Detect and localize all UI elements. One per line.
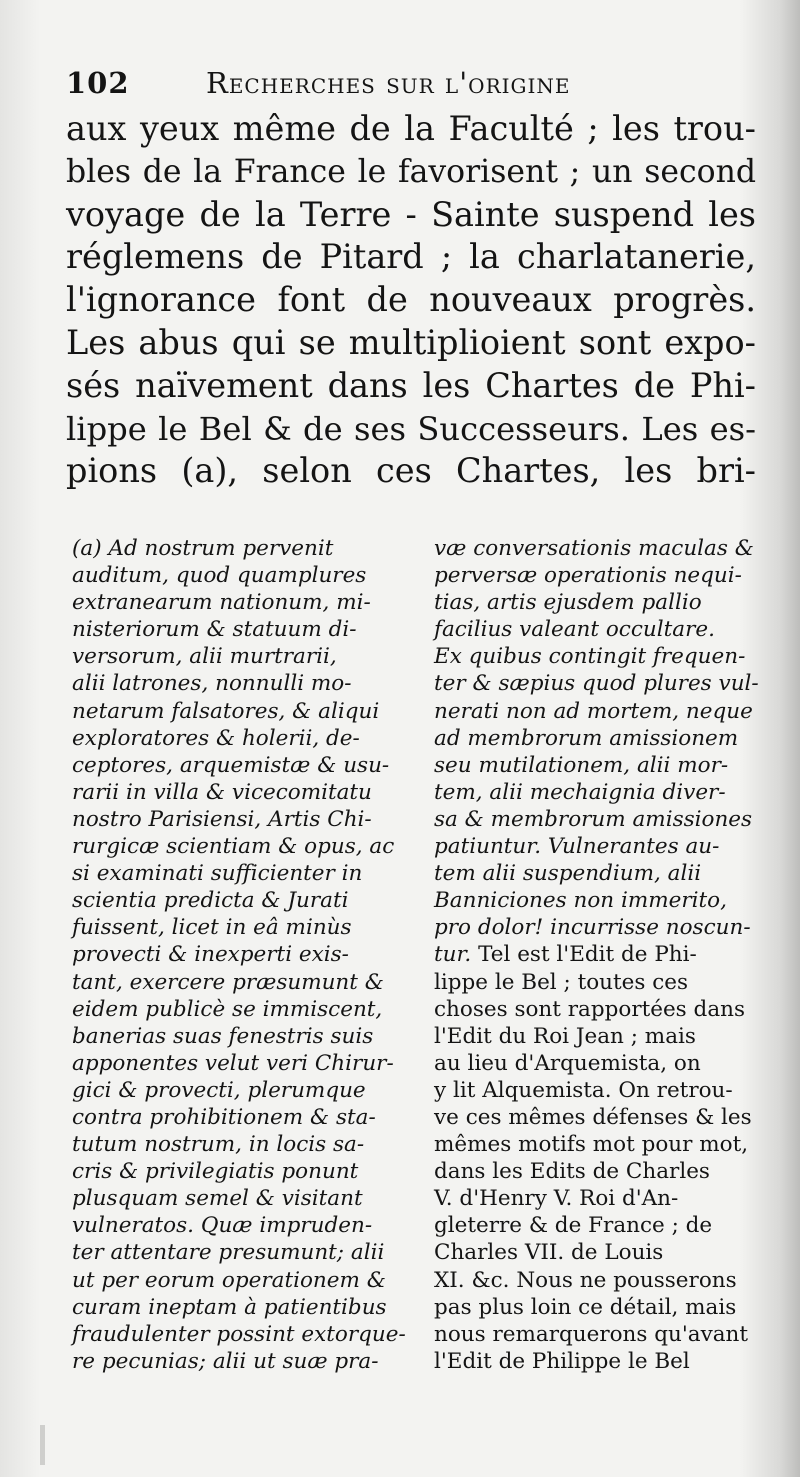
footnote-right-column [434,535,764,1375]
footnote-line: ceptores, arquemistæ & usu- [72,752,390,778]
body-line: l'ignorance font de nouveaux progrès. [66,280,756,320]
footnote-line: pro dolor! incurrisse noscun- [434,915,751,941]
footnote-line: ut per eorum operationem & [72,1267,386,1293]
footnote-line: tutum nostrum, in locis sa- [72,1132,365,1158]
footnote-line: scientia predicta & Jurati [72,888,349,914]
page-header [66,62,766,106]
commentary-line: ve ces mêmes défenses & les [434,1104,752,1130]
footnote-line: eidem publicè se immiscent, [72,996,383,1022]
footnote-line: tem, alii mechaignia diver- [434,779,726,805]
footnote-line: contra prohibitionem & sta- [72,1104,376,1130]
footnote-line: rarii in villa & vicecomitatu [72,779,372,805]
footnote-line: curam ineptam à patientibus [72,1294,387,1320]
footnote-line: plusquam semel & visitant [72,1186,363,1212]
footnote-line: re pecunias; alii ut suæ pra- [72,1348,379,1374]
footnote-line: nerati non ad mortem, neque [434,698,753,724]
running-title: Recherches sur l'origine [206,66,571,100]
footnote-line: Ex quibus contingit frequen- [434,644,746,670]
footnote-line: patiuntur. Vulnerantes au- [434,834,720,860]
footnote-line: tem alii suspendium, alii [434,861,702,887]
footnote-line: provecti & inexperti exis- [72,942,349,968]
footnote-line: væ conversationis maculas & [434,536,754,561]
main-paragraph [66,108,756,493]
footnote-line: extranearum nationum, mi- [72,590,371,616]
commentary-line: lippe le Bel ; toutes ces [434,969,689,995]
body-line: bles de la France le favorisent ; un second [66,153,756,190]
body-line: Les abus qui se multiplioient sont expo- [66,322,756,362]
footnote-left-column [72,535,412,1375]
footnote-line: facilius valeant occultare. [434,617,715,643]
footnote-line: auditum, quod quamplures [72,563,367,589]
commentary-line: gleterre & de France ; de [434,1213,713,1239]
footnote-line-mixed [434,941,764,968]
body-line: pions (a), selon ces Chartes, les bri- [66,451,756,491]
footnote-line: versorum, alii murtrarii, [72,644,337,670]
footnote-line: ter & sæpius quod plures vul- [434,671,759,697]
page-number: 102 [66,66,130,100]
footnote-line: vulneratos. Quæ impruden- [72,1213,373,1239]
footnote-line: seu mutilationem, alii mor- [434,752,729,778]
commentary-line: l'Edit de Philippe le Bel [434,1348,690,1374]
commentary-fragment: Tel est l'Edit de Phi- [471,942,697,968]
footnote-line: nostro Parisiensi, Artis Chi- [72,806,372,832]
page-mark [40,1425,45,1465]
commentary-line: au lieu d'Arquemista, on [434,1050,701,1076]
footnote-line: fuissent, licet in eâ minùs [72,915,352,941]
commentary-line: dans les Edits de Charles [434,1159,710,1185]
footnote-line: ad membrorum amissionem [434,725,739,751]
footnote-line: netarum falsatores, & aliqui [72,698,380,724]
body-line: lippe le Bel & de ses Successeurs. Les es- [66,409,756,448]
commentary-line: Charles VII. de Louis [434,1240,664,1266]
commentary-line: choses sont rapportées dans [434,996,746,1022]
commentary-line: pas plus loin ce détail, mais [434,1294,737,1320]
footnote-line: Banniciones non immerito, [434,888,727,914]
footnote-line: (a) Ad nostrum pervenit [72,536,334,561]
commentary-line: nous remarquerons qu'avant [434,1321,749,1347]
footnote-line: nisteriorum & statuum di- [72,617,357,643]
body-line: aux yeux même de la Faculté ; les trou- [66,109,756,148]
footnote-italic-fragment: tur. [434,942,472,968]
footnote-line: tias, artis ejusdem pallio [434,590,702,616]
footnote-line: banerias suas fenestris suis [72,1023,374,1049]
footnote-line: exploratores & holerii, de- [72,725,360,751]
commentary-line: l'Edit du Roi Jean ; mais [434,1023,696,1049]
footnote-line: si examinati sufficienter in [72,861,363,887]
commentary-line: y lit Alquemista. On retrou- [434,1077,733,1103]
footnote-line: fraudulenter possint extorque- [72,1321,406,1347]
footnote-line: ter attentare presumunt; alii [72,1240,385,1266]
footnote-line: rurgicæ scientiam & opus, ac [72,834,395,860]
footnote-line: gici & provecti, plerumque [72,1077,366,1103]
footnote-line: apponentes velut veri Chirur- [72,1050,394,1076]
commentary-line: XI. &c. Nous ne pousserons [434,1267,737,1293]
body-line: réglemens de Pitard ; la charlatanerie, [66,237,756,277]
footnote-line: alii latrones, nonnulli mo- [72,671,352,697]
body-line: voyage de la Terre - Sainte suspend les [66,194,756,234]
footnote-line: tant, exercere præsumunt & [72,969,384,995]
footnote-line: cris & privilegiatis ponunt [72,1159,359,1185]
body-line: sés naïvement dans les Chartes de Phi- [66,365,756,405]
footnote-line: perversæ operationis nequi- [434,563,742,589]
footnote-line: sa & membrorum amissiones [434,806,753,832]
commentary-line: mêmes motifs mot pour mot, [434,1132,749,1158]
commentary-line: V. d'Henry V. Roi d'An- [434,1186,679,1212]
